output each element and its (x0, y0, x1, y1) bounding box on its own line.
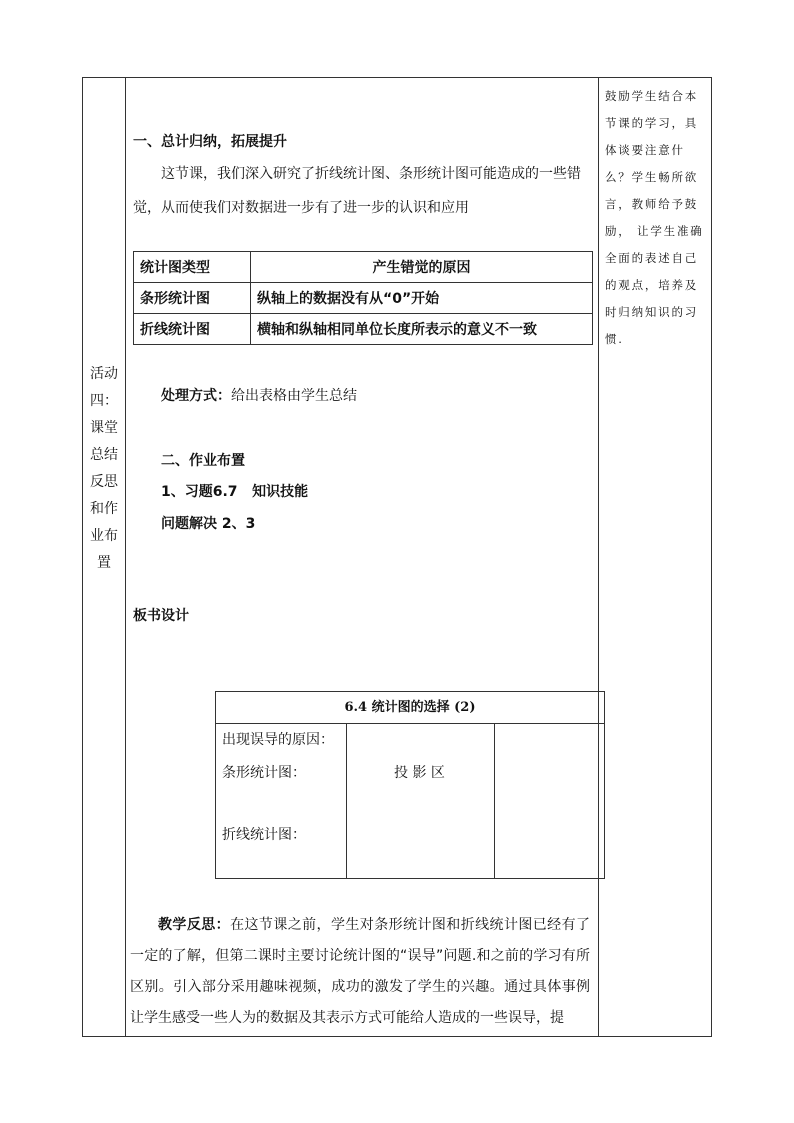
board-reason-label: 出现误导的原因： (222, 732, 334, 748)
board-line-label: 折线统计图： (222, 827, 306, 843)
reflection-text: 在这节课之前，学生对条形统计图和折线统计图已经有了一定的了解，但第二课时主要讨论统计图的“误导”问题.和之前的学习有所区别。引入部分采用趣味视频，成功的激发了学生的兴趣。通过具体事例让学生感受一些人为的数据及其表示方式可能给人造成的一些误导，提 (130, 917, 591, 1026)
teaching-reflection (130, 910, 590, 1034)
table-cell: 折线统计图 (134, 314, 251, 345)
board-design-heading: 板书设计 (133, 608, 189, 624)
activity-label: 活动 四： 课堂 总结 反思 和作 业布 置 (90, 366, 118, 571)
lesson-plan-table (82, 77, 712, 1037)
table-row (134, 283, 593, 314)
table-header-cell: 产生错觉的原因 (251, 252, 593, 283)
board-bar-label: 条形统计图： (222, 765, 306, 781)
table-header-row (134, 252, 593, 283)
section1-heading: 一、总计归纳，拓展提升 (133, 134, 287, 150)
homework-item1: 1、习题6.7 知识技能 (161, 484, 309, 500)
column-divider-left (125, 78, 126, 1036)
section2-heading: 二、作业布置 (161, 453, 245, 469)
side-note: 鼓励学生结合本节课的学习，具体谈要注意什么？学生畅所欲言，教师给予鼓励， 让学生准确全面的表述自己的观点，培养及时归纳知识的习惯. (605, 89, 704, 346)
section1-intro-line1: 这节课，我们深入研究了折线统计图、条形统计图可能造成的一些错 (161, 166, 581, 182)
board-divider (494, 723, 495, 878)
summary-table (133, 251, 593, 345)
handling-label: 处理方式： (161, 388, 231, 404)
section1-intro-line2: 觉，从而使我们对数据进一步有了进一步的认识和应用 (133, 200, 469, 216)
handling-line (161, 379, 357, 413)
reflection-label: 教学反思： (158, 917, 231, 933)
board-projection-area: 投 影 区 (394, 765, 445, 781)
handling-text: 给出表格由学生总结 (231, 388, 357, 404)
board-design-box (215, 691, 605, 879)
homework-item2: 问题解决 2、3 (161, 516, 256, 532)
table-header-cell: 统计图类型 (134, 252, 251, 283)
table-cell: 条形统计图 (134, 283, 251, 314)
board-divider (346, 723, 347, 878)
board-title: 6.4 统计图的选择 (2) (216, 692, 604, 724)
column-divider-right (598, 78, 599, 1036)
table-cell: 纵轴上的数据没有从“0”开始 (251, 283, 593, 314)
table-row (134, 314, 593, 345)
table-cell: 横轴和纵轴相同单位长度所表示的意义不一致 (251, 314, 593, 345)
